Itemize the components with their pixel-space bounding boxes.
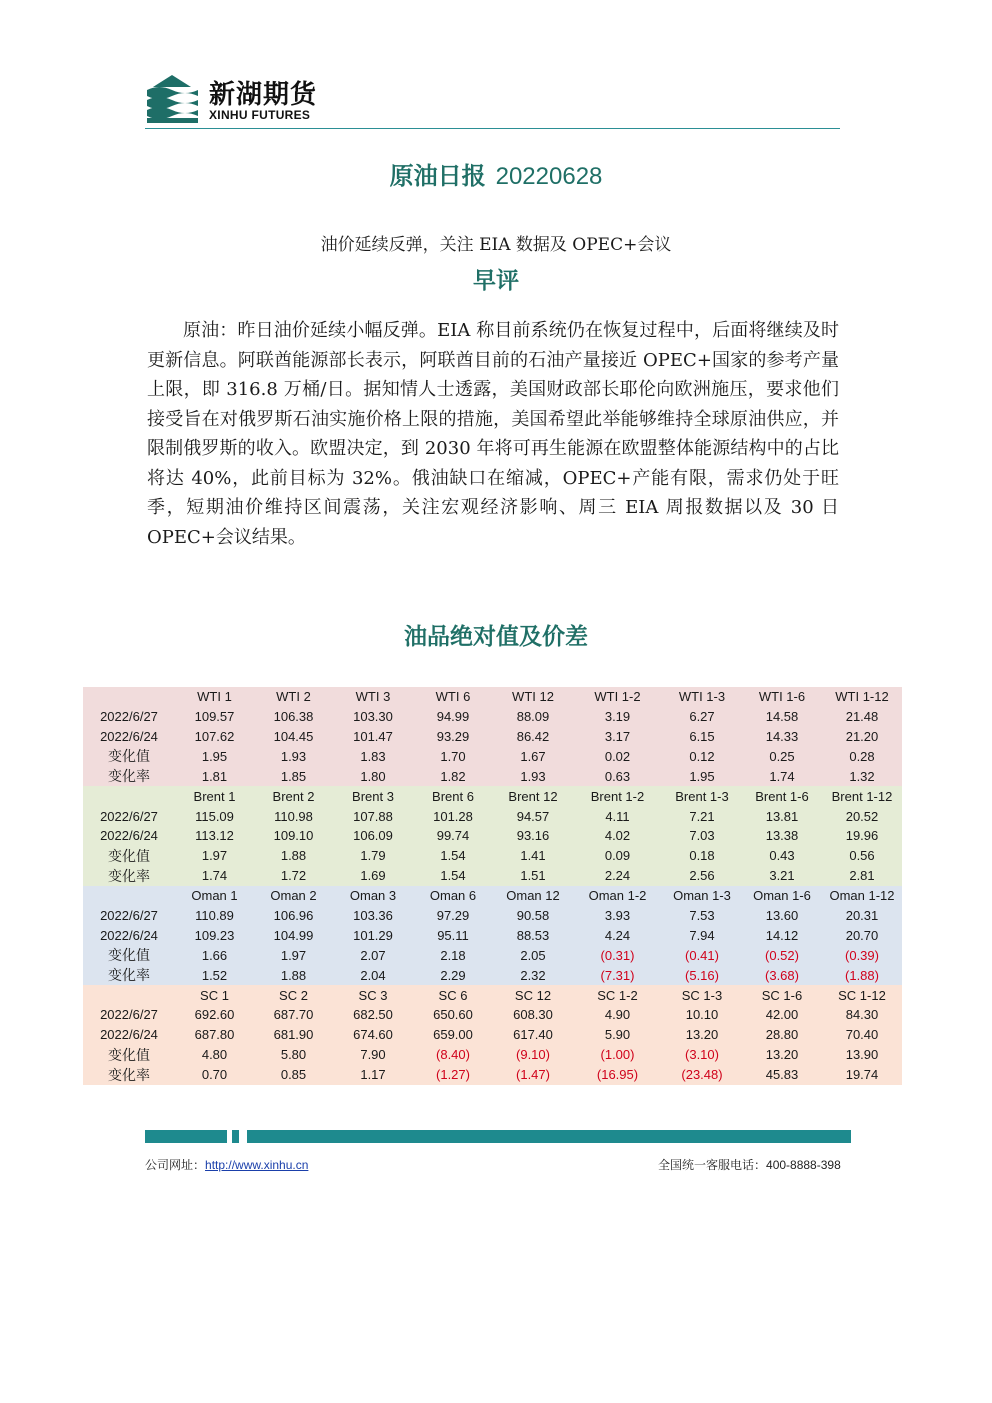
table-row (83, 1065, 902, 1085)
page-title (0, 156, 992, 191)
table-cell: 0.12 (662, 746, 742, 766)
column-header: SC 2 (254, 985, 333, 1005)
table-cell: (0.39) (822, 945, 902, 965)
table-cell: 20.31 (822, 906, 902, 926)
table-cell: 4.11 (573, 806, 662, 826)
table-cell: 5.90 (573, 1025, 662, 1045)
column-header: WTI 1-3 (662, 687, 742, 707)
table-cell: 1.32 (822, 766, 902, 786)
column-header: SC 1-3 (662, 985, 742, 1005)
table-cell: 2.05 (493, 945, 573, 965)
row-label: 2022/6/24 (83, 1025, 175, 1045)
table-cell: 0.28 (822, 746, 902, 766)
table-cell: 1.74 (175, 866, 254, 886)
table-cell: 1.51 (493, 866, 573, 886)
table-cell: 0.56 (822, 846, 902, 866)
table-cell: 106.38 (254, 707, 333, 727)
column-header: SC 3 (333, 985, 413, 1005)
table-cell: 109.57 (175, 707, 254, 727)
table-cell: (0.41) (662, 945, 742, 965)
footer-website (145, 1156, 308, 1173)
table-cell: 659.00 (413, 1025, 493, 1045)
subtitle: 油价延续反弹，关注 EIA 数据及 OPEC+会议 (320, 235, 672, 255)
column-header: Brent 1-3 (662, 786, 742, 806)
row-label: 2022/6/27 (83, 906, 175, 926)
column-header: WTI 3 (333, 687, 413, 707)
table-cell: 19.96 (822, 826, 902, 846)
table-cell: 101.28 (413, 806, 493, 826)
table-row (83, 707, 902, 727)
column-header: Oman 1 (175, 886, 254, 906)
price-spread-table (83, 687, 902, 1085)
table-cell: 1.83 (333, 746, 413, 766)
column-header: Brent 3 (333, 786, 413, 806)
table-cell: 21.48 (822, 707, 902, 727)
website-label: 公司网址： (145, 1158, 206, 1172)
table-cell: (7.31) (573, 965, 662, 985)
table-cell: 90.58 (493, 906, 573, 926)
table-cell: 1.88 (254, 965, 333, 985)
table-cell: 97.29 (413, 906, 493, 926)
table-cell: 103.36 (333, 906, 413, 926)
table-cell: 6.27 (662, 707, 742, 727)
section-heading-morning: 早评 (473, 267, 519, 294)
column-header: Brent 1-2 (573, 786, 662, 806)
table-cell: 7.21 (662, 806, 742, 826)
footer-bar (232, 1130, 239, 1143)
table-cell: 608.30 (493, 1005, 573, 1025)
column-header: SC 1 (175, 985, 254, 1005)
table-cell: 2.56 (662, 866, 742, 886)
table-row (83, 727, 902, 747)
table-cell: 617.40 (493, 1025, 573, 1045)
table-cell: 109.10 (254, 826, 333, 846)
column-header: Brent 12 (493, 786, 573, 806)
table-cell: 1.66 (175, 945, 254, 965)
row-label: 变化值 (83, 846, 175, 866)
table-cell: (1.00) (573, 1045, 662, 1065)
table-cell: 107.88 (333, 806, 413, 826)
table-cell: 6.15 (662, 727, 742, 747)
table-cell: 650.60 (413, 1005, 493, 1025)
table-cell: 4.90 (573, 1005, 662, 1025)
header-corner-cell (83, 985, 175, 1005)
column-header: WTI 1-2 (573, 687, 662, 707)
row-label: 变化值 (83, 746, 175, 766)
row-label: 2022/6/24 (83, 925, 175, 945)
table-cell: 14.12 (742, 925, 822, 945)
row-label: 2022/6/27 (83, 806, 175, 826)
table-cell: 45.83 (742, 1065, 822, 1085)
table-cell: 13.38 (742, 826, 822, 846)
table-cell: 1.74 (742, 766, 822, 786)
table-cell: 2.29 (413, 965, 493, 985)
column-header: Oman 1-6 (742, 886, 822, 906)
table-cell: (23.48) (662, 1065, 742, 1085)
table-cell: 3.21 (742, 866, 822, 886)
table-cell: 682.50 (333, 1005, 413, 1025)
table-cell: 0.25 (742, 746, 822, 766)
table-cell: 687.80 (175, 1025, 254, 1045)
column-header: Brent 6 (413, 786, 493, 806)
table-cell: 1.70 (413, 746, 493, 766)
column-header: SC 1-2 (573, 985, 662, 1005)
row-label: 2022/6/27 (83, 1005, 175, 1025)
table-cell: 14.58 (742, 707, 822, 727)
table-cell: 1.93 (493, 766, 573, 786)
phone-label: 全国统一客服电话： (658, 1158, 767, 1172)
table-cell: 3.19 (573, 707, 662, 727)
table-cell: 1.95 (175, 746, 254, 766)
table-cell: 94.99 (413, 707, 493, 727)
table-cell: 13.60 (742, 906, 822, 926)
column-header: WTI 1-12 (822, 687, 902, 707)
table-cell: 2.32 (493, 965, 573, 985)
table-cell: 0.70 (175, 1065, 254, 1085)
table-cell: 2.04 (333, 965, 413, 985)
table-cell: 94.57 (493, 806, 573, 826)
brand-name-en: XINHU FUTURES (209, 108, 311, 122)
column-header: Brent 1 (175, 786, 254, 806)
table-cell: 1.97 (175, 846, 254, 866)
table-cell: 5.80 (254, 1045, 333, 1065)
table-cell: 1.88 (254, 846, 333, 866)
table-cell: 0.85 (254, 1065, 333, 1085)
column-header: Oman 3 (333, 886, 413, 906)
table-cell: (0.52) (742, 945, 822, 965)
column-header: SC 1-12 (822, 985, 902, 1005)
table-cell: 1.79 (333, 846, 413, 866)
column-header: Brent 1-6 (742, 786, 822, 806)
table-cell: (5.16) (662, 965, 742, 985)
table-cell: 86.42 (493, 727, 573, 747)
column-header: Oman 1-2 (573, 886, 662, 906)
table-cell: 0.43 (742, 846, 822, 866)
column-header: WTI 12 (493, 687, 573, 707)
table-cell: 21.20 (822, 727, 902, 747)
table-cell: 14.33 (742, 727, 822, 747)
table-cell: 1.85 (254, 766, 333, 786)
website-link[interactable]: http://www.xinhu.cn (205, 1158, 309, 1172)
row-label: 2022/6/24 (83, 826, 175, 846)
row-label: 变化率 (83, 965, 175, 985)
section-heading-table: 油品绝对值及价差 (404, 623, 588, 650)
table-cell: 7.94 (662, 925, 742, 945)
row-label: 变化率 (83, 766, 175, 786)
footer-bar (145, 1130, 227, 1143)
column-header: Oman 1-12 (822, 886, 902, 906)
table-cell: 687.70 (254, 1005, 333, 1025)
table-cell: 28.80 (742, 1025, 822, 1045)
table-cell: 20.70 (822, 925, 902, 945)
table-cell: 1.97 (254, 945, 333, 965)
table-cell: (3.68) (742, 965, 822, 985)
brand-name-cn: 新湖期货 (209, 80, 318, 110)
header-corner-cell (83, 886, 175, 906)
table-cell: 20.52 (822, 806, 902, 826)
table-cell: 681.90 (254, 1025, 333, 1045)
table-row (83, 945, 902, 965)
table-cell: 0.18 (662, 846, 742, 866)
column-header: Brent 2 (254, 786, 333, 806)
table-cell: (1.47) (493, 1065, 573, 1085)
table-row (83, 1005, 902, 1025)
table-cell: (3.10) (662, 1045, 742, 1065)
table-row (83, 766, 902, 786)
table-cell: 2.81 (822, 866, 902, 886)
table-cell: 3.93 (573, 906, 662, 926)
footer-bar (247, 1130, 851, 1143)
column-header: Oman 12 (493, 886, 573, 906)
table-cell: (8.40) (413, 1045, 493, 1065)
table-cell: 674.60 (333, 1025, 413, 1045)
table-cell: (9.10) (493, 1045, 573, 1065)
table-row (83, 906, 902, 926)
table-cell: 3.17 (573, 727, 662, 747)
header-corner-cell (83, 786, 175, 806)
xinhu-logo-icon (145, 72, 200, 124)
table-cell: 101.47 (333, 727, 413, 747)
table-cell: (1.88) (822, 965, 902, 985)
table-row (83, 846, 902, 866)
table-cell: 1.54 (413, 846, 493, 866)
table-cell: 1.93 (254, 746, 333, 766)
row-label: 2022/6/27 (83, 707, 175, 727)
table-cell: 110.98 (254, 806, 333, 826)
table-cell: 1.69 (333, 866, 413, 886)
table-cell: 93.16 (493, 826, 573, 846)
table-cell: (16.95) (573, 1065, 662, 1085)
table-cell: 1.67 (493, 746, 573, 766)
phone-number: 400-8888-398 (766, 1158, 841, 1172)
column-header: Brent 1-12 (822, 786, 902, 806)
table-cell: 106.96 (254, 906, 333, 926)
table-cell: (1.27) (413, 1065, 493, 1085)
table-cell: 1.17 (333, 1065, 413, 1085)
table-cell: 0.63 (573, 766, 662, 786)
table-cell: 84.30 (822, 1005, 902, 1025)
table-cell: 1.81 (175, 766, 254, 786)
table-cell: 93.29 (413, 727, 493, 747)
table-row (83, 826, 902, 846)
column-header: WTI 1-6 (742, 687, 822, 707)
table-cell: 2.07 (333, 945, 413, 965)
column-header: WTI 2 (254, 687, 333, 707)
column-header: SC 1-6 (742, 985, 822, 1005)
table-cell: 692.60 (175, 1005, 254, 1025)
table-cell: 7.03 (662, 826, 742, 846)
table-cell: 4.80 (175, 1045, 254, 1065)
column-header: WTI 1 (175, 687, 254, 707)
table-row (83, 965, 902, 985)
column-header: Oman 6 (413, 886, 493, 906)
table-header-row-wti (83, 687, 902, 707)
title-text: 原油日报 (389, 161, 486, 190)
row-label: 变化率 (83, 1065, 175, 1085)
footer-phone (658, 1156, 851, 1173)
header (145, 70, 840, 130)
column-header: WTI 6 (413, 687, 493, 707)
table-cell: 1.52 (175, 965, 254, 985)
table-row (83, 746, 902, 766)
title-date: 20220628 (495, 163, 603, 190)
table-cell: 1.54 (413, 866, 493, 886)
column-header: SC 6 (413, 985, 493, 1005)
table-cell: 1.82 (413, 766, 493, 786)
table-header-row-brent (83, 786, 902, 806)
table-cell: 88.53 (493, 925, 573, 945)
row-label: 变化值 (83, 945, 175, 965)
table-row (83, 1045, 902, 1065)
column-header: Oman 1-3 (662, 886, 742, 906)
table-header-row-sc (83, 985, 902, 1005)
table-cell: 110.89 (175, 906, 254, 926)
header-divider (145, 128, 840, 129)
table-cell: 4.24 (573, 925, 662, 945)
column-header: Oman 2 (254, 886, 333, 906)
table-cell: 104.99 (254, 925, 333, 945)
table-cell: 1.95 (662, 766, 742, 786)
table-cell: 2.18 (413, 945, 493, 965)
table-cell: 0.02 (573, 746, 662, 766)
table-cell: 1.72 (254, 866, 333, 886)
table-cell: 107.62 (175, 727, 254, 747)
table-cell: 109.23 (175, 925, 254, 945)
table-row (83, 806, 902, 826)
row-label: 变化值 (83, 1045, 175, 1065)
row-label: 变化率 (83, 866, 175, 886)
commentary-paragraph: 原油：昨日油价延续小幅反弹。EIA 称目前系统仍在恢复过程中，后面将继续及时更新信息。阿联酋能源部长表示，阿联酋目前的石油产量接近 OPEC+国家的参考产量上限，即 316.8 万桶/日。据知情人士透露，美国财政部长耶伦向欧洲施压，要求他们接受旨在对俄罗斯石油实施价格上限的措施，美国希望此举能够维持全球原油供应，并限制俄罗斯的收入。欧盟决定，到 2030 年将可再生能源在欧盟整体能源结构中的占比将达 40%，此前目标为 32%。俄油缺口在缩减，OPEC+产能有限，需求仍处于旺季，短期油价维持区间震荡，关注宏观经济影响、周三 EIA 周报数据以及 30 日 OPEC+会议结果。 (147, 320, 839, 548)
table-cell: 104.45 (254, 727, 333, 747)
table-cell: 101.29 (333, 925, 413, 945)
table-cell: 103.30 (333, 707, 413, 727)
table-cell: 4.02 (573, 826, 662, 846)
table-cell: 7.53 (662, 906, 742, 926)
table-row (83, 1025, 902, 1045)
table-cell: 2.24 (573, 866, 662, 886)
table-cell: 70.40 (822, 1025, 902, 1045)
row-label: 2022/6/24 (83, 727, 175, 747)
table-cell: 113.12 (175, 826, 254, 846)
table-cell: 0.09 (573, 846, 662, 866)
table-cell: 10.10 (662, 1005, 742, 1025)
table-cell: 95.11 (413, 925, 493, 945)
table-cell: 1.80 (333, 766, 413, 786)
table-cell: 42.00 (742, 1005, 822, 1025)
table-cell: 106.09 (333, 826, 413, 846)
table-row (83, 925, 902, 945)
table-cell: 1.41 (493, 846, 573, 866)
table-cell: 7.90 (333, 1045, 413, 1065)
table-cell: 13.81 (742, 806, 822, 826)
table-header-row-oman (83, 886, 902, 906)
table-cell: 19.74 (822, 1065, 902, 1085)
table-cell: 115.09 (175, 806, 254, 826)
table-cell: 13.20 (662, 1025, 742, 1045)
header-corner-cell (83, 687, 175, 707)
table-cell: 99.74 (413, 826, 493, 846)
table-row (83, 866, 902, 886)
table-cell: 88.09 (493, 707, 573, 727)
column-header: SC 12 (493, 985, 573, 1005)
table-cell: 13.20 (742, 1045, 822, 1065)
table-cell: 13.90 (822, 1045, 902, 1065)
table-cell: (0.31) (573, 945, 662, 965)
